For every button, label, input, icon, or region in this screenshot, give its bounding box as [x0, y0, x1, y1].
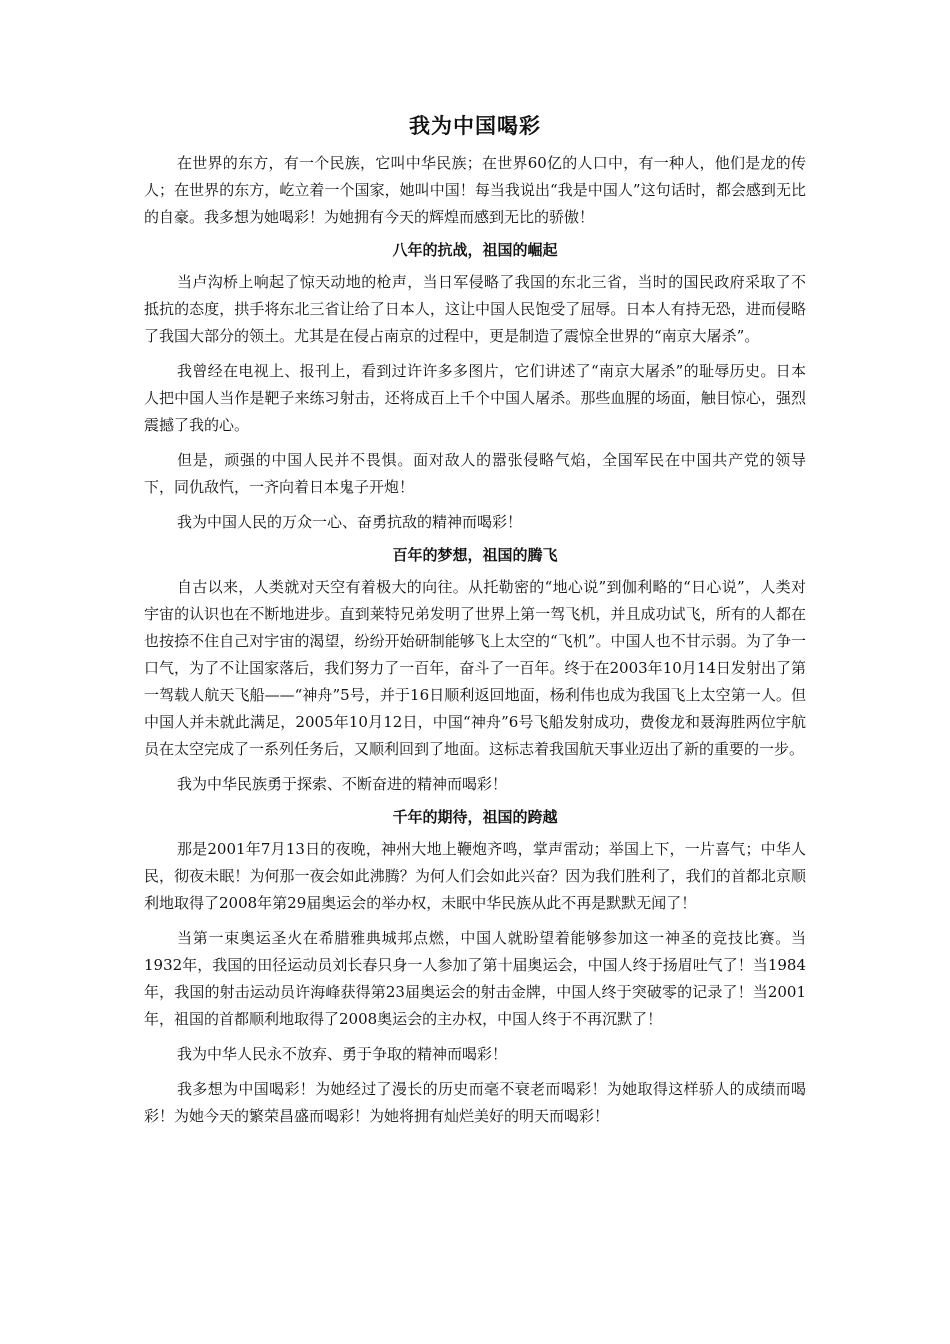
section-olympics-paragraph: 当第一束奥运圣火在希腊雅典城邦点燃，中国人就盼望着能够参加这一神圣的竞技比赛。当1932年，我国的田径运动员刘长春只身一人参加了第十届奥运会，中国人终于扬眉吐气了！当1984年，我国的射击运动员许海峰获得第23届奥运会的射击金牌，中国人终于突破零的记录了！当2001年，祖国的首都顺利地取得了2008奥运会的主办权，中国人终于不再沉默了！ [144, 929, 806, 1028]
section-space-paragraph: 自古以来，人类就对天空有着极大的向往。从托勒密的“地心说”到伽利略的“日心说”，人类对宇宙的认识也在不断地进步。直到莱特兄弟发明了世界上第一驾飞机，并且成功试飞，所有的人都在也按捺不住自己对宇宙的渴望，纷纷开始研制能够飞上太空的“飞机”。中国人也不甘示弱。为了争一口气，为了不让国家落后，我们努力了一百年，奋斗了一百年。终于在2003年10月14日发射出了第一驾载人航天飞船——“神舟”5号，并于16日顺利返回地面，杨利伟也成为我国飞上太空第一人。但中国人并未就此满足，2005年10月12日，中国“神舟”6号飞船发射成功，费俊龙和聂海胜两位宇航员在太空完成了一系列任务后，又顺利回到了地面。这标志着我国航天事业迈出了新的重要的一步。 [144, 578, 806, 758]
section-olympics-paragraph: 那是2001年7月13日的夜晚，神州大地上鞭炮齐鸣，掌声雷动；举国上下，一片喜气；中华人民，彻夜未眠！为何那一夜会如此沸腾？为何人们会如此兴奋？因为我们胜利了，我们的首都北京顺利地取得了2008年第29届奥运会的举办权，未眠中华民族从此不再是默默无闻了！ [144, 840, 806, 912]
section-war-paragraph: 我曾经在电视上、报刊上，看到过许许多多图片，它们讲述了“南京大屠杀”的耻辱历史。日本人把中国人当作是靶子来练习射击，还将成百上千个中国人屠杀。那些血腥的场面，触目惊心，强烈震撼了我的心。 [144, 362, 806, 434]
section-war-paragraph: 我为中国人民的万众一心、奋勇抗敌的精神而喝彩！ [177, 513, 523, 531]
section-heading-olympics: 千年的期待，祖国的跨越 [392, 808, 558, 826]
section-olympics-paragraph: 我为中华人民永不放弃、勇于争取的精神而喝彩！ [177, 1045, 508, 1063]
section-heading-space: 百年的梦想，祖国的腾飞 [392, 546, 558, 564]
conclusion-paragraph: 我多想为中国喝彩！为她经过了漫长的历史而毫不衰老而喝彩！为她取得这样骄人的成绩而喝彩！为她今天的繁荣昌盛而喝彩！为她将拥有灿烂美好的明天而喝彩！ [144, 1080, 806, 1125]
section-space-paragraph: 我为中华民族勇于探索、不断奋进的精神而喝彩！ [177, 775, 508, 793]
intro-paragraph: 在世界的东方，有一个民族，它叫中华民族；在世界60亿的人口中，有一种人，他们是龙的传人；在世界的东方，屹立着一个国家，她叫中国！每当我说出“我是中国人”这句话时，都会感到无比的自豪。我多想为她喝彩！为她拥有今天的辉煌而感到无比的骄傲！ [144, 154, 806, 226]
section-war-paragraph: 但是，顽强的中国人民并不畏惧。面对敌人的嚣张侵略气焰，全国军民在中国共产党的领导下，同仇敌忾，一齐向着日本鬼子开炮！ [144, 451, 806, 496]
document-title: 我为中国喝彩 [409, 113, 541, 138]
section-heading-war: 八年的抗战，祖国的崛起 [392, 241, 558, 259]
section-war-paragraph: 当卢沟桥上响起了惊天动地的枪声，当日军侵略了我国的东北三省，当时的国民政府采取了不抵抗的态度，拱手将东北三省让给了日本人，这让中国人民饱受了屈辱。日本人有持无恐，进而侵略了我国大部分的领土。尤其是在侵占南京的过程中，更是制造了震惊全世界的“南京大屠杀”。 [144, 273, 806, 345]
